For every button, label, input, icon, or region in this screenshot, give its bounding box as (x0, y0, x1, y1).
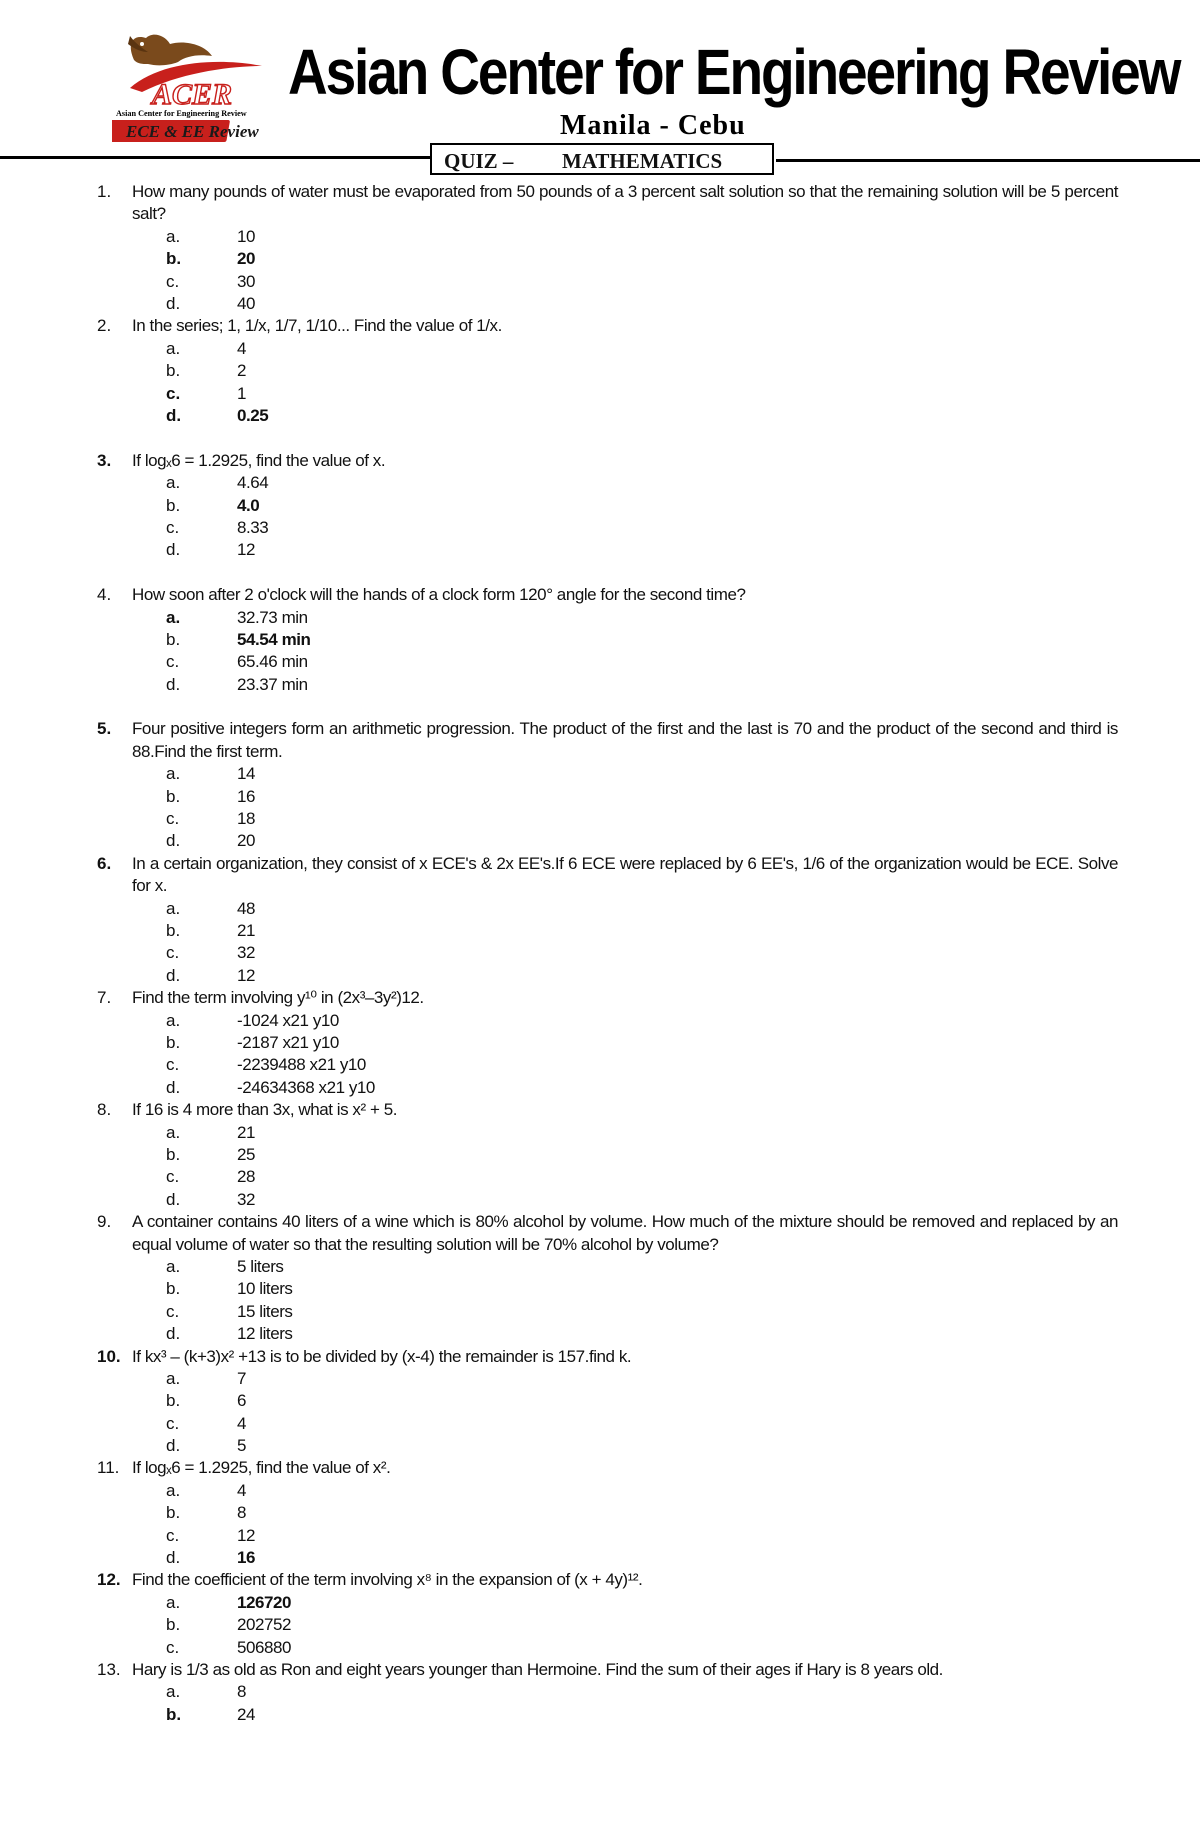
choice-value: 30 (237, 271, 256, 291)
choice-letter: d. (166, 540, 181, 560)
choice-letter: a. (166, 764, 181, 784)
choice-value: 25 (237, 1144, 256, 1164)
question-stem (0, 1569, 1200, 1591)
question-stem (0, 1099, 1200, 1121)
choice-letter: b. (166, 1279, 181, 1299)
choice-value: 10 (237, 226, 256, 246)
choice-letter: a. (166, 607, 181, 627)
question-number: 2. (97, 316, 112, 336)
answer-choices (0, 1122, 1200, 1212)
answer-choice (0, 898, 1200, 920)
choice-letter: a. (166, 1010, 181, 1030)
choice-value: 8.33 (237, 517, 269, 537)
choice-value: 2 (237, 361, 247, 381)
answer-choice (0, 1032, 1200, 1054)
choice-letter: c. (166, 1413, 180, 1433)
choice-letter: a. (166, 1592, 181, 1612)
answer-choice (0, 248, 1200, 270)
answer-choice (0, 1547, 1200, 1569)
choice-value: 18 (237, 809, 256, 829)
choice-letter: c. (166, 517, 180, 537)
choice-letter: b. (166, 1033, 181, 1052)
answer-choices (0, 472, 1200, 562)
answer-choice (0, 763, 1200, 785)
question-text: How soon after 2 o'clock will the hands of a clock form 120° angle for the second time? (132, 585, 746, 605)
answer-choice (0, 1502, 1200, 1524)
choice-value: -2187 x21 y10 (237, 1033, 339, 1052)
answer-choice (0, 965, 1200, 987)
question-stem (0, 584, 1200, 606)
answer-choices (0, 763, 1200, 853)
answer-choice (0, 517, 1200, 539)
answer-choice (0, 920, 1200, 942)
choice-letter: b. (166, 249, 182, 269)
answer-choice (0, 1010, 1200, 1032)
question-number: 5. (97, 719, 112, 739)
question-text: If logₓ6 = 1.2925, find the value of x². (132, 1458, 391, 1478)
question-text: In the series; 1, 1/x, 1/7, 1/10... Find the value of 1/x. (132, 316, 502, 336)
choice-letter: d. (166, 1189, 181, 1209)
question-number: 12. (97, 1570, 121, 1590)
answer-choices (0, 1010, 1200, 1100)
choice-letter: d. (166, 293, 181, 313)
choice-letter: b. (166, 1704, 182, 1724)
answer-choice (0, 1122, 1200, 1144)
question-number: 7. (97, 988, 112, 1008)
choice-value: 12 (237, 540, 256, 560)
choice-value: 4 (237, 1413, 247, 1433)
answer-choice (0, 405, 1200, 427)
choice-value: 20 (237, 831, 256, 851)
question-text: Hary is 1/3 as old as Ron and eight years younger than Hermoine. Find the sum of their ages if Hary is 8 years old. (132, 1660, 943, 1680)
answer-choice (0, 539, 1200, 561)
choice-value: 20 (237, 249, 256, 269)
answer-choice (0, 629, 1200, 651)
choice-letter: c. (166, 1637, 180, 1657)
choice-letter: b. (166, 361, 181, 381)
question-stem (0, 181, 1200, 226)
choice-letter: d. (166, 1324, 181, 1344)
answer-choice (0, 1525, 1200, 1547)
answer-choice (0, 271, 1200, 293)
choice-value: 12 liters (237, 1324, 293, 1344)
choice-letter: c. (166, 383, 181, 403)
choice-letter: c. (166, 1525, 180, 1545)
choice-value: 32 (237, 1189, 256, 1209)
question-stem (0, 1457, 1200, 1479)
choice-letter: a. (166, 1682, 181, 1702)
choice-letter: c. (166, 1055, 180, 1075)
choice-value: 202752 (237, 1615, 292, 1635)
choice-value: -24634368 x21 y10 (237, 1077, 375, 1097)
question-item (0, 1211, 1200, 1345)
choice-value: 1 (237, 383, 247, 403)
answer-choices (0, 898, 1200, 988)
choice-value: 54.54 min (237, 629, 311, 649)
choice-letter: b. (166, 495, 181, 515)
page-title: Asian Center for Engineering Review (288, 36, 1180, 108)
choice-value: 8 (237, 1503, 247, 1523)
question-item (0, 1099, 1200, 1211)
logo-tagline: ECE & EE Review (126, 122, 259, 141)
choice-value: 126720 (237, 1592, 292, 1612)
question-number: 4. (97, 585, 112, 605)
choice-value: 12 (237, 1525, 256, 1545)
choice-value: 5 liters (237, 1256, 284, 1276)
answer-choice (0, 338, 1200, 360)
question-item (0, 450, 1200, 562)
question-stem (0, 1659, 1200, 1681)
question-stem (0, 450, 1200, 472)
answer-choices (0, 1592, 1200, 1659)
choice-value: 65.46 min (237, 652, 308, 672)
choice-letter: c. (166, 271, 180, 291)
choice-value: 5 (237, 1436, 247, 1456)
choice-letter: b. (166, 786, 181, 806)
header-rule-left (0, 156, 430, 159)
question-item (0, 315, 1200, 427)
choice-letter: d. (166, 1548, 181, 1568)
choice-value: -2239488 x21 y10 (237, 1055, 366, 1075)
answer-choice (0, 293, 1200, 315)
choice-value: 4 (237, 338, 247, 358)
answer-choice (0, 1480, 1200, 1502)
choice-value: 4 (237, 1480, 247, 1500)
answer-choice (0, 1054, 1200, 1076)
question-text: How many pounds of water must be evaporated from 50 pounds of a 3 percent salt solution so that the remaining solution will be 5 percent salt? (132, 182, 1118, 224)
choice-value: 506880 (237, 1637, 292, 1657)
choice-value: 6 (237, 1391, 247, 1411)
choice-letter: c. (166, 809, 180, 829)
answer-choice (0, 830, 1200, 852)
choice-value: 48 (237, 898, 256, 918)
question-text: Find the coefficient of the term involving x⁸ in the expansion of (x + 4y)¹². (132, 1570, 643, 1590)
answer-choice (0, 942, 1200, 964)
question-text: A container contains 40 liters of a wine which is 80% alcohol by volume. How much of the mixture should be removed and replaced by an equal volume of water so that the resulting solution will be 70% alcohol by volume? (132, 1212, 1118, 1254)
page-header (0, 0, 1200, 185)
answer-choice (0, 1592, 1200, 1614)
answer-choices (0, 607, 1200, 697)
choice-letter: b. (166, 1144, 181, 1164)
choice-value: 21 (237, 1122, 256, 1142)
choice-letter: a. (166, 338, 181, 358)
answer-choice (0, 1301, 1200, 1323)
answer-choice (0, 1323, 1200, 1345)
choice-letter: a. (166, 898, 181, 918)
choice-value: -1024 x21 y10 (237, 1010, 339, 1030)
question-number: 8. (97, 1100, 112, 1120)
question-stem (0, 987, 1200, 1009)
question-item (0, 1457, 1200, 1569)
question-stem (0, 315, 1200, 337)
answer-choice (0, 1166, 1200, 1188)
question-text: In a certain organization, they consist of x ECE's & 2x EE's.If 6 ECE were replaced by 6 EE's, 1/6 of the organization would be ECE. Solve for x. (132, 853, 1118, 896)
choice-value: 14 (237, 764, 256, 784)
question-number: 13. (97, 1660, 121, 1680)
choice-letter: d. (166, 674, 181, 694)
header-rule-right (776, 159, 1200, 162)
answer-choice (0, 1413, 1200, 1435)
choice-letter: a. (166, 226, 181, 246)
answer-choice (0, 383, 1200, 405)
question-text: Find the term involving y¹⁰ in (2x³–3y²)12. (132, 988, 424, 1008)
choice-letter: d. (166, 405, 182, 425)
page-subtitle: Manila - Cebu (560, 110, 746, 141)
answer-choice (0, 1637, 1200, 1659)
choice-value: 12 (237, 965, 256, 985)
choice-value: 21 (237, 921, 256, 941)
question-text: If logₓ6 = 1.2925, find the value of x. (132, 450, 386, 470)
answer-choice (0, 651, 1200, 673)
choice-letter: d. (166, 965, 181, 985)
question-number: 9. (97, 1212, 112, 1232)
answer-choice (0, 360, 1200, 382)
answer-choice (0, 472, 1200, 494)
question-item (0, 584, 1200, 696)
answer-choice (0, 786, 1200, 808)
answer-choice (0, 1368, 1200, 1390)
answer-choices (0, 1368, 1200, 1458)
quiz-subject: MATHEMATICS (562, 149, 723, 173)
choice-letter: b. (166, 629, 181, 649)
question-item (0, 987, 1200, 1099)
choice-value: 0.25 (237, 405, 269, 425)
eagle-logo-icon (112, 30, 270, 150)
answer-choices (0, 226, 1200, 316)
acer-logo (112, 30, 270, 150)
choice-letter: b. (166, 1391, 181, 1411)
choice-value: 10 liters (237, 1279, 293, 1299)
answer-choice (0, 1390, 1200, 1412)
question-stem (0, 853, 1200, 898)
question-item (0, 1346, 1200, 1458)
choice-letter: a. (166, 1368, 181, 1388)
choice-letter: c. (166, 1167, 180, 1187)
choice-value: 16 (237, 1548, 256, 1568)
answer-choice (0, 226, 1200, 248)
answer-choice (0, 674, 1200, 696)
logo-letters: ACER (152, 78, 233, 111)
answer-choice (0, 1704, 1200, 1726)
answer-choice (0, 495, 1200, 517)
choice-letter: b. (166, 921, 181, 941)
question-item (0, 181, 1200, 315)
answer-choice (0, 1144, 1200, 1166)
answer-choice (0, 1256, 1200, 1278)
choice-letter: c. (166, 1301, 180, 1321)
choice-letter: b. (166, 1503, 181, 1523)
choice-value: 16 (237, 786, 256, 806)
choice-value: 28 (237, 1167, 256, 1187)
choice-value: 24 (237, 1704, 256, 1724)
answer-choice (0, 1077, 1200, 1099)
answer-choice (0, 1189, 1200, 1211)
choice-value: 15 liters (237, 1301, 293, 1321)
quiz-label: QUIZ – (444, 149, 514, 173)
question-stem (0, 1346, 1200, 1368)
answer-choice (0, 1278, 1200, 1300)
answer-choices (0, 338, 1200, 428)
choice-value: 8 (237, 1682, 247, 1702)
choice-value: 7 (237, 1368, 247, 1388)
question-item (0, 1659, 1200, 1726)
logo-subtext: Asian Center for Engineering Review (116, 109, 247, 118)
question-text: If 16 is 4 more than 3x, what is x² + 5. (132, 1100, 397, 1120)
question-number: 3. (97, 450, 112, 470)
question-stem (0, 1211, 1200, 1256)
choice-letter: a. (166, 1122, 181, 1142)
question-number: 10. (97, 1346, 121, 1366)
question-item (0, 1569, 1200, 1659)
choice-letter: a. (166, 1480, 181, 1500)
question-stem (0, 718, 1200, 763)
choice-letter: a. (166, 1256, 181, 1276)
question-text: Four positive integers form an arithmetic progression. The product of the first and the last is 70 and the product of the second and third is 88.Find the first term. (132, 719, 1118, 761)
question-number: 6. (97, 853, 112, 873)
question-number: 1. (97, 182, 112, 201)
choice-value: 23.37 min (237, 674, 308, 694)
question-number: 11. (97, 1458, 120, 1478)
choice-letter: c. (166, 943, 180, 963)
question-list (0, 181, 1200, 1726)
choice-letter: d. (166, 1077, 181, 1097)
choice-value: 32.73 min (237, 607, 308, 627)
answer-choices (0, 1681, 1200, 1726)
choice-letter: d. (166, 1436, 181, 1456)
quiz-title-box (430, 143, 774, 175)
choice-letter: d. (166, 831, 181, 851)
answer-choice (0, 1614, 1200, 1636)
answer-choice (0, 1681, 1200, 1703)
answer-choice (0, 607, 1200, 629)
choice-value: 4.64 (237, 473, 269, 493)
answer-choice (0, 1435, 1200, 1457)
choice-value: 4.0 (237, 495, 260, 515)
choice-letter: a. (166, 473, 181, 493)
choice-value: 40 (237, 293, 256, 313)
choice-letter: c. (166, 652, 180, 672)
choice-value: 32 (237, 943, 256, 963)
choice-letter: b. (166, 1615, 181, 1635)
question-item (0, 853, 1200, 987)
question-item (0, 718, 1200, 852)
answer-choices (0, 1480, 1200, 1570)
question-text: If kx³ – (k+3)x² +13 is to be divided by (x-4) the remainder is 157.find k. (132, 1346, 632, 1366)
answer-choices (0, 1256, 1200, 1346)
answer-choice (0, 808, 1200, 830)
